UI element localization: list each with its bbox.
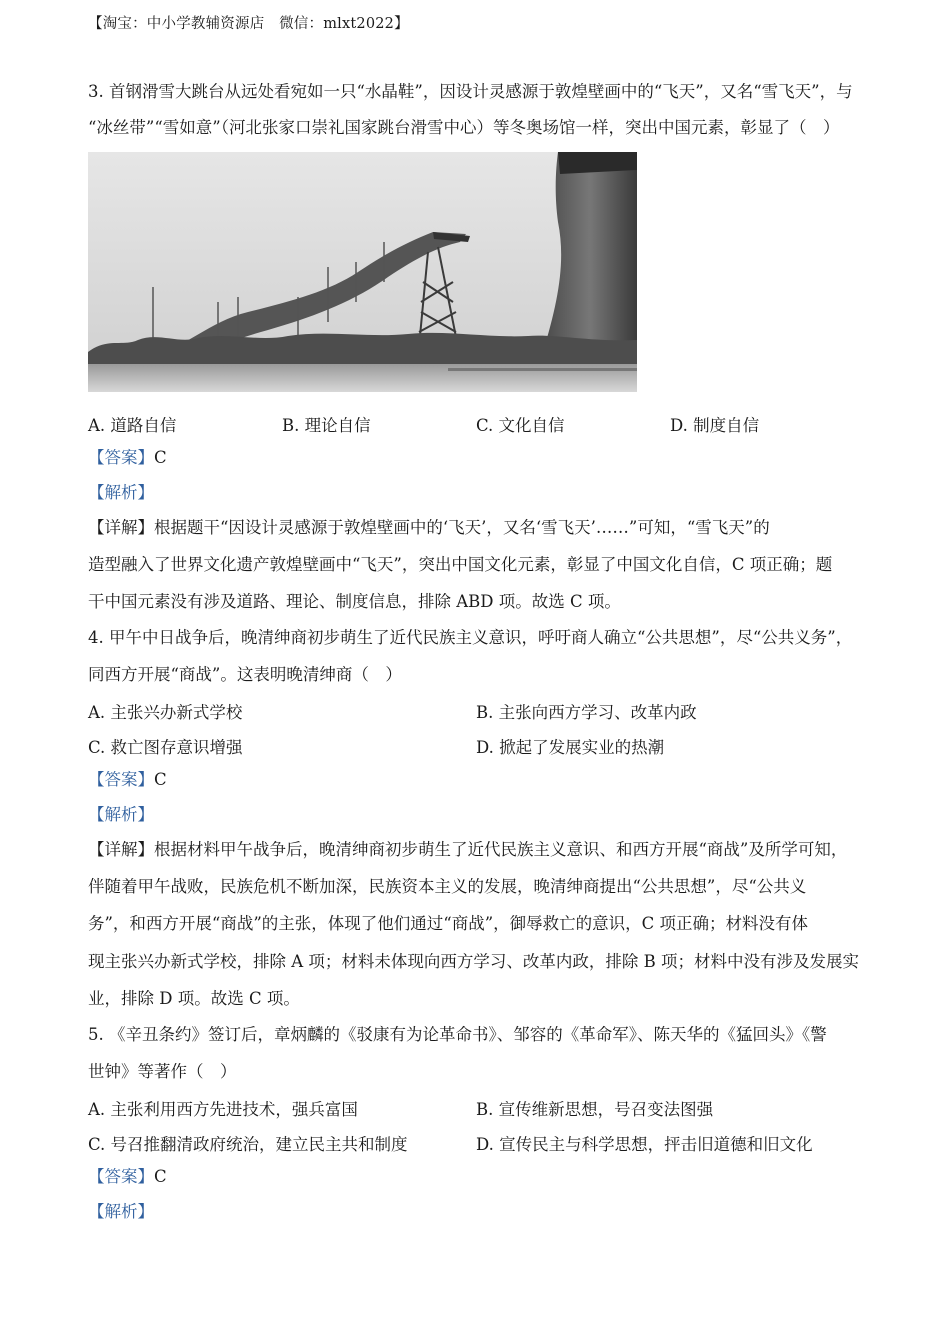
q4-detail-line3: 务”，和西方开展“商战”的主张，体现了他们通过“商战”，御辱救亡的意识，C 项正确；材料没有体 — [88, 914, 809, 933]
q5-option-d: D. 宣传民主与科学思想，抨击旧道德和旧文化 — [476, 1135, 813, 1154]
q3-option-a: A. 道路自信 — [88, 416, 177, 435]
q3-stem-line1: 3. 首钢滑雪大跳台从远处看宛如一只“水晶鞋”，因设计灵感源于敦煌壁画中的“飞天”，又名“雪飞天”，与 — [88, 82, 853, 101]
answer-value: C — [154, 1167, 167, 1186]
detail-text: 根据题干“因设计灵感源于敦煌壁画中的‘飞天’，又名‘雪飞天’……”可知，“雪飞天”的 — [154, 518, 770, 537]
answer-value: C — [154, 448, 167, 467]
page-header: 【淘宝：中小学教辅资源店 微信：mlxt2022】 — [88, 16, 409, 32]
q3-option-b: B. 理论自信 — [282, 416, 371, 435]
answer-tag: 【答案】 — [88, 770, 154, 789]
q5-answer — [88, 1166, 868, 1188]
answer-tag: 【答案】 — [88, 448, 154, 467]
q5-option-b: B. 宣传维新思想，号召变法图强 — [476, 1100, 714, 1119]
q3-detail-line3: 干中国元素没有涉及道路、理论、制度信息，排除 ABD 项。故选 C 项。 — [88, 592, 621, 611]
q4-option-b: B. 主张向西方学习、改革内政 — [476, 703, 697, 722]
q4-detail-line5: 业，排除 D 项。故选 C 项。 — [88, 989, 300, 1008]
q4-stem-line1: 4. 甲午中日战争后，晚清绅商初步萌生了近代民族主义意识，呼吁商人确立“公共思想”，尽“公共义务”， — [88, 628, 853, 647]
detail-tag: 【详解】 — [88, 840, 154, 859]
q5-option-c: C. 号召推翻清政府统治，建立民主共和制度 — [88, 1135, 408, 1154]
q3-stem-line2: “冰丝带”“雪如意”（河北张家口崇礼国家跳台滑雪中心）等冬奥场馆一样，突出中国元素，彰显了（ ） — [88, 118, 840, 137]
q5-option-a: A. 主张利用西方先进技术，强兵富国 — [88, 1100, 358, 1119]
answer-value: C — [154, 770, 167, 789]
q3-detail-line2: 造型融入了世界文化遗产敦煌壁画中“飞天”，突出中国文化元素，彰显了中国文化自信，C 项正确；题 — [88, 555, 833, 574]
q4-option-c: C. 救亡图存意识增强 — [88, 738, 243, 757]
detail-tag: 【详解】 — [88, 518, 154, 537]
q5-analysis-tag: 【解析】 — [88, 1202, 154, 1221]
ski-jump-photo — [88, 152, 637, 392]
q3-option-d: D. 制度自信 — [670, 416, 760, 435]
q4-detail-line4: 现主张兴办新式学校，排除 A 项；材料未体现向西方学习、改革内政，排除 B 项；材料中没有涉及发展实 — [88, 952, 860, 971]
q3-answer — [88, 447, 868, 469]
q4-analysis-tag: 【解析】 — [88, 805, 154, 824]
q4-option-a: A. 主张兴办新式学校 — [88, 703, 243, 722]
q4-detail-line2: 伴随着甲午战败，民族危机不断加深，民族资本主义的发展，晚清绅商提出“公共思想”，尽“公共义 — [88, 877, 807, 896]
q3-analysis-tag: 【解析】 — [88, 483, 154, 502]
q5-stem-line2: 世钟》等著作（ ） — [88, 1062, 237, 1081]
q4-option-d: D. 掀起了发展实业的热潮 — [476, 738, 665, 757]
q4-detail-line1 — [88, 839, 868, 861]
q3-detail-line1 — [88, 517, 868, 539]
q4-answer — [88, 769, 868, 791]
q4-stem-line2: 同西方开展“商战”。这表明晚清绅商（ ） — [88, 665, 402, 684]
q5-stem-line1: 5. 《辛丑条约》签订后，章炳麟的《驳康有为论革命书》、邹容的《革命军》、陈天华的《猛回头》《警 — [88, 1025, 827, 1044]
q3-option-c: C. 文化自信 — [476, 416, 565, 435]
answer-tag: 【答案】 — [88, 1167, 154, 1186]
detail-text: 根据材料甲午战争后，晚清绅商初步萌生了近代民族主义意识、和西方开展“商战”及所学可知， — [154, 840, 848, 859]
